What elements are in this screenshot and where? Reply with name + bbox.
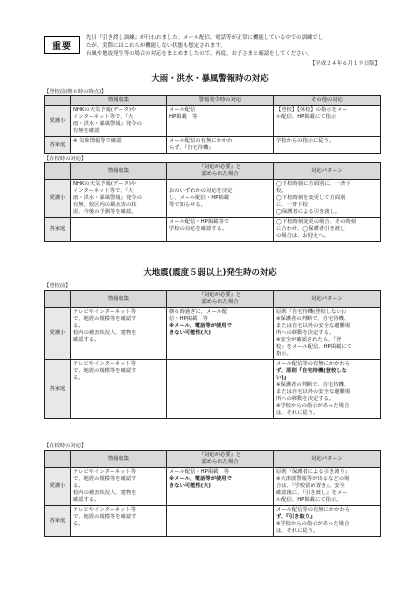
text-line: る。 bbox=[73, 483, 84, 489]
column-header: その他の対応 bbox=[274, 96, 381, 106]
text-line: に合わせ、◯保護者引き渡し bbox=[276, 226, 346, 232]
text-line: ※保護者の判断で、自宅待機、 bbox=[276, 316, 350, 322]
text-line: 雨・洪水・暴風警報』発令の bbox=[73, 121, 142, 127]
text-line: メール配信等の有無にかかわら bbox=[276, 361, 351, 367]
text-line: 有無、校区内の風水害の状 bbox=[73, 202, 137, 208]
table-cell bbox=[71, 360, 167, 419]
notice-box bbox=[44, 34, 380, 67]
important-badge: 重要 bbox=[44, 36, 80, 54]
row-header: 愛護小 bbox=[45, 180, 71, 218]
column-header bbox=[45, 96, 71, 106]
quake-school-label: 【在校時の対応】 bbox=[44, 443, 87, 449]
notice-line: 先日『引き渡し訓練』が行われました。メール配信、電話等が正常に機能している中での訓練でし bbox=[86, 35, 324, 41]
text-line: し、メール配信・HP掲載 bbox=[169, 195, 230, 201]
table-header-row bbox=[45, 451, 381, 468]
table-header-row bbox=[45, 96, 381, 106]
text-line: 校内の被害状況人、建物を bbox=[73, 330, 137, 336]
storm-school-table bbox=[44, 162, 381, 242]
text-line: に、一斉下校 bbox=[276, 202, 308, 208]
text-line: で、地震の規模等を確認す bbox=[73, 368, 137, 374]
text-line: い)』 bbox=[276, 375, 290, 381]
text-line: 等で知らせる。 bbox=[169, 202, 206, 208]
text-line: は、それに従う。 bbox=[276, 528, 319, 534]
text-line: ※ 気象情報等で確認 bbox=[73, 138, 122, 144]
text-line: テレビやインターネット等 bbox=[73, 309, 136, 315]
text-line: ◯下校時刻に方面別に、一斉下 bbox=[276, 181, 351, 187]
row-header: 各家庭 bbox=[45, 218, 71, 242]
table-cell bbox=[274, 180, 381, 218]
text-line: 雨・洪水・暴風警報』発令の bbox=[73, 195, 142, 201]
text-line: インターネット等で、『大 bbox=[73, 114, 134, 120]
text-line: ※メール、電話等が使用で bbox=[169, 323, 232, 329]
column-header: 情報収集 bbox=[71, 291, 167, 308]
column-header: 『対応が必要』と 認められた場合 bbox=[167, 163, 274, 180]
quake-commute-table bbox=[44, 290, 381, 419]
notice-line: 台風や地震発生等の場合の対応をまとめましたので、再度、お子さまと確認をしてください。 bbox=[86, 51, 313, 57]
table-cell bbox=[71, 468, 167, 506]
text-line: ※保護者の判断で、自宅待機、 bbox=[276, 382, 350, 388]
table-cell bbox=[167, 106, 274, 137]
text-line: 朝６時過ぎに、メール配 bbox=[169, 309, 228, 315]
row-header: 愛護小 bbox=[45, 106, 71, 137]
text-line: ※メール、電話等が使用で bbox=[169, 476, 232, 482]
table-row bbox=[45, 360, 381, 419]
text-line: で、地震の規模等を確認す bbox=[73, 476, 137, 482]
storm-title: 大雨・洪水・暴風警報時の対応 bbox=[151, 73, 269, 83]
column-header: 対応パターン bbox=[274, 163, 381, 180]
text-line: インターネット等で、『大 bbox=[73, 188, 134, 194]
text-line: NHKの天気予報(データ)や bbox=[73, 107, 137, 113]
text-line: ル配信、HP掲載にて指示 bbox=[276, 114, 337, 120]
table-cell bbox=[167, 468, 274, 506]
text-line: の場合は、お迎えへ。 bbox=[276, 233, 329, 239]
table-row bbox=[45, 106, 381, 137]
table-cell bbox=[274, 308, 381, 360]
text-line: または自宅以外の安全な避難場 bbox=[276, 323, 351, 329]
text-line: ※学校からの指示があった場合 bbox=[276, 403, 350, 409]
text-line: メール配信 bbox=[169, 107, 196, 113]
text-line: メール配信等の有無にかかわら bbox=[276, 507, 351, 513]
text-line: らず、『自宅待機』 bbox=[169, 145, 214, 151]
text-line: ◯下校時刻変更の場合、その時刻 bbox=[276, 219, 357, 225]
column-header: 情報収集 bbox=[71, 163, 167, 180]
table-cell bbox=[71, 308, 167, 360]
row-header: 愛護小 bbox=[45, 308, 71, 360]
text-line: 合は、『学校留め置き』。安全 bbox=[276, 483, 345, 489]
table-cell bbox=[71, 180, 167, 218]
text-line: 指示。 bbox=[276, 351, 292, 357]
text-line: ※大津波警報等が出るなどの場 bbox=[276, 476, 350, 482]
text-line: 校。 bbox=[276, 188, 287, 194]
table-row bbox=[45, 137, 381, 154]
table-cell bbox=[167, 506, 274, 537]
column-header bbox=[45, 163, 71, 180]
text-line: 信・HP掲載 等 bbox=[169, 316, 208, 322]
text-line: ◯保護者による引き渡し。 bbox=[276, 209, 341, 215]
row-header: 各家庭 bbox=[45, 360, 71, 419]
row-header: 各家庭 bbox=[45, 137, 71, 154]
table-cell bbox=[167, 218, 274, 242]
text-line: ※安全が確認されたら、『登 bbox=[276, 337, 342, 343]
table-cell bbox=[274, 218, 381, 242]
column-header: 情報収集 bbox=[71, 96, 167, 106]
text-line: ず、『引き取り』 bbox=[276, 514, 316, 520]
text-line: 学校の対応を確認する。 bbox=[169, 226, 228, 232]
row-header: 各家庭 bbox=[45, 506, 71, 537]
text-line: で、地震の規模等を確認す bbox=[73, 316, 137, 322]
column-header: 『対応が必要』と 認められた場合 bbox=[167, 451, 274, 468]
text-line: 有無を確認 bbox=[73, 128, 100, 134]
table-cell bbox=[71, 218, 167, 242]
column-header bbox=[45, 451, 71, 468]
text-line: 確認する。 bbox=[73, 337, 100, 343]
text-line: テレビやインターネット等 bbox=[73, 469, 136, 475]
text-line: メール配信・HP掲載等で bbox=[169, 219, 230, 225]
column-header: 対応パターン bbox=[274, 291, 381, 308]
text-line: 【登校】【休校】の指示をメー bbox=[276, 107, 348, 113]
text-line: ◯下校時刻を変更して方面別 bbox=[276, 195, 346, 201]
column-header: 対応パターン bbox=[274, 451, 381, 468]
text-line: きない可能性(大) bbox=[169, 330, 211, 336]
quake-title: 大地震(震度５弱以上)発生時の対応 bbox=[143, 267, 277, 277]
text-line: ず、原則『自宅待機(登校しな bbox=[276, 368, 347, 374]
table-row bbox=[45, 468, 381, 506]
text-line: 原則『自宅待機(登校しない)』 bbox=[276, 309, 349, 315]
table-cell bbox=[274, 106, 381, 137]
notice-date: 【平成２４年６月１９日版】 bbox=[309, 61, 380, 67]
text-line: で、地震の規模等を確認す bbox=[73, 514, 137, 520]
text-line: ※学校からの指示があった場合 bbox=[276, 521, 350, 527]
text-line: メール配信の有無にかかわ bbox=[169, 138, 233, 144]
notice-line: たが、実際にはこれらが機能しない状態も想定されます。 bbox=[86, 43, 226, 49]
text-line: NHKの天気予報(データ)や bbox=[73, 181, 137, 187]
text-line: る。 bbox=[73, 375, 84, 381]
text-line: 学校からの指示に従う。 bbox=[276, 138, 335, 144]
text-line: 校内の被害状況人、建物を bbox=[73, 490, 137, 496]
column-header: 警報発令時の対応 bbox=[167, 96, 274, 106]
column-header: 情報収集 bbox=[71, 451, 167, 468]
notice-text bbox=[86, 34, 380, 58]
row-header: 愛護小 bbox=[45, 468, 71, 506]
text-line: は、それに従う。 bbox=[276, 410, 319, 416]
text-line: 確認する。 bbox=[73, 497, 100, 503]
text-line: 況、今後の予測等を確認。 bbox=[73, 209, 137, 215]
text-line: 所への移動を決定する。 bbox=[276, 396, 335, 402]
table-row bbox=[45, 218, 381, 242]
table-cell bbox=[274, 137, 381, 154]
quake-commute-label: 【登校前】 bbox=[44, 283, 71, 289]
text-line: HP掲載 等 bbox=[169, 114, 198, 120]
table-header-row bbox=[45, 291, 381, 308]
text-line: 確認後に、『引き渡し』をメー bbox=[276, 490, 348, 496]
storm-commute-table bbox=[44, 95, 381, 154]
table-row bbox=[45, 308, 381, 360]
text-line: メール配信・HP掲載 等 bbox=[169, 469, 230, 475]
text-line: きない可能性(大) bbox=[169, 483, 211, 489]
table-cell bbox=[167, 137, 274, 154]
text-line: テレビやインターネット等 bbox=[73, 507, 136, 513]
table-row bbox=[45, 180, 381, 218]
text-line: おのいずれかの対応を決定 bbox=[169, 188, 233, 194]
table-cell bbox=[71, 106, 167, 137]
table-cell bbox=[167, 180, 274, 218]
column-header: 『対応が必要』と 認められた場合 bbox=[167, 291, 274, 308]
table-cell bbox=[167, 308, 274, 360]
column-header bbox=[45, 291, 71, 308]
text-line: または自宅以外の安全な避難場 bbox=[276, 389, 351, 395]
storm-school-label: 【在校時の対応】 bbox=[44, 156, 87, 162]
text-line: る。 bbox=[73, 323, 84, 329]
table-cell bbox=[71, 137, 167, 154]
table-cell bbox=[274, 360, 381, 419]
text-line: 所への移動を決定する。 bbox=[276, 330, 335, 336]
table-header-row bbox=[45, 163, 381, 180]
quake-school-table bbox=[44, 450, 381, 537]
text-line: る。 bbox=[73, 521, 84, 527]
text-line: 原則『保護者による引き渡り』 bbox=[276, 469, 351, 475]
table-row bbox=[45, 506, 381, 537]
text-line: テレビやインターネット等 bbox=[73, 361, 136, 367]
text-line: ル配信、HP掲載にて指示。 bbox=[276, 497, 342, 503]
table-cell bbox=[71, 506, 167, 537]
table-cell bbox=[167, 360, 274, 419]
table-cell bbox=[274, 506, 381, 537]
text-line: 校』をメール配信、HP掲載にて bbox=[276, 344, 352, 350]
table-cell bbox=[274, 468, 381, 506]
storm-commute-label: 【登校前(朝６時の時点)】 bbox=[44, 89, 107, 95]
